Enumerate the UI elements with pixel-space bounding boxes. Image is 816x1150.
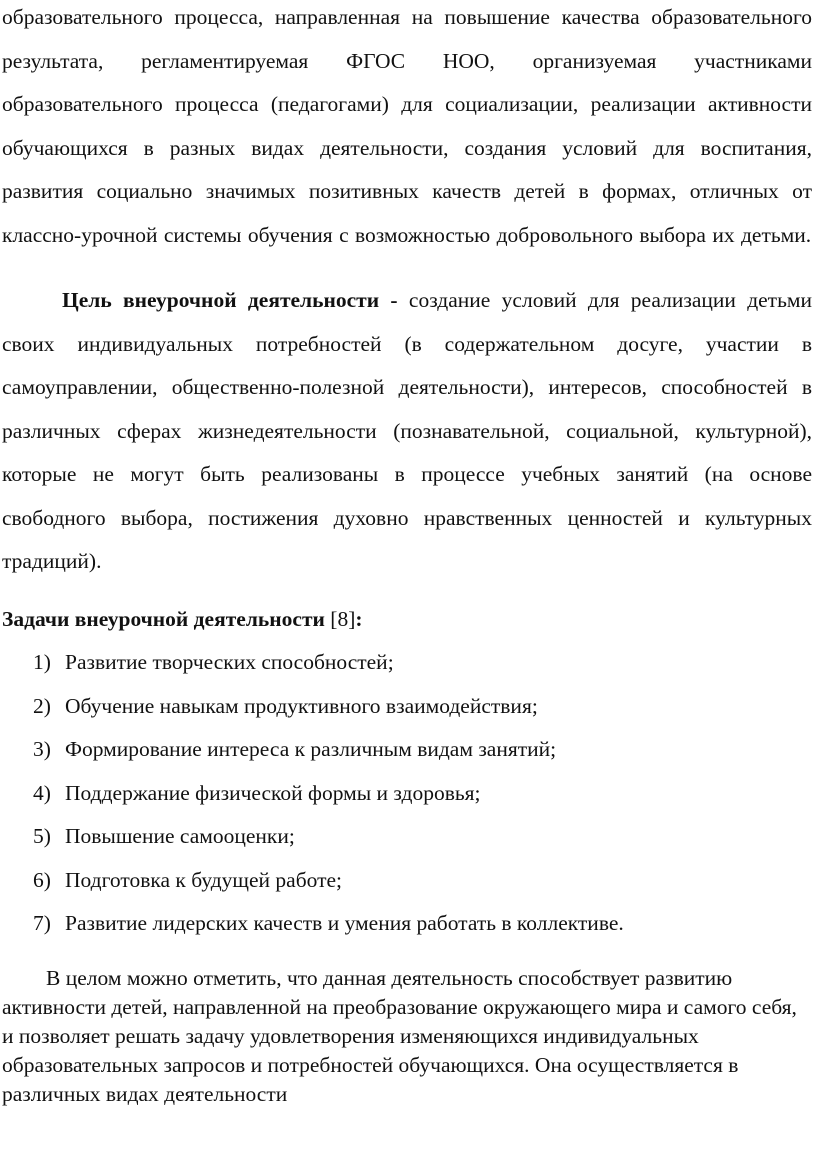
list-item-text: Обучение навыкам продуктивного взаимодействия; xyxy=(65,693,538,718)
list-item-text: Развитие лидерских качеств и умения работать в коллективе. xyxy=(65,911,624,935)
tasks-heading-colon: : xyxy=(355,606,363,631)
list-item-number: 2) xyxy=(33,693,51,718)
list-item-number: 7) xyxy=(33,911,51,935)
list-item-text: Повышение самооценки; xyxy=(65,824,295,848)
list-item xyxy=(2,859,812,903)
list-item-text: Развитие творческих способностей; xyxy=(65,650,394,674)
list-item-number: 6) xyxy=(33,867,51,892)
list-item-text: Подготовка к будущей работе; xyxy=(65,867,343,892)
list-item xyxy=(2,728,812,772)
tasks-heading-reference: [8] xyxy=(324,606,356,631)
list-item-number: 4) xyxy=(33,780,51,805)
list-item-text: Формирование интереса к различным видам занятий; xyxy=(65,737,557,761)
list-item-text: Поддержание физической формы и здоровья; xyxy=(65,780,481,805)
tasks-heading xyxy=(2,598,812,642)
list-item-number: 1) xyxy=(33,650,51,674)
list-item-number: 5) xyxy=(33,824,51,848)
list-item xyxy=(2,902,812,946)
goal-text: создание условий для реализации детьми своих индивидуальных потребностей (в содержательном досуге, участии в самоуправлении, общественно-полезной деятельности), интересов, способностей в различных сферах жизнедеятельности (познавательной, социальной, культурной), которые не могут быть реализованы в процессе учебных занятий (на основе свободного выбора, постижения духовно нравственных ценностей и культурных традиций). xyxy=(2,288,812,573)
list-item xyxy=(2,815,812,859)
conclusion-paragraph: В целом можно отметить, что данная деятельность способствует развитию активности детей, направленной на преобразование окружающего мира и самого себя, и позволяет решать задачу удовлетворения изменяющихся индивидуальных образовательных запросов и потребностей обучающихся. Она осуществляется в различных видах деятельности xyxy=(2,965,797,1106)
intro-paragraph: образовательного процесса, направленная на повышение качества образовательного результата, регламентируемая ФГОС НОО, организуемая участниками образовательного процесса (педагогами) для социализации, реализации активности обучающихся в разных видах деятельности, создания условий для воспитания, развития социально значимых позитивных качеств детей в формах, отличных от классно-урочной системы обучения с возможностью добровольного выбора их детьми. xyxy=(2,5,812,247)
list-item xyxy=(2,641,812,685)
tasks-heading-title: Задачи внеурочной деятельности xyxy=(2,606,325,631)
tasks-list xyxy=(2,641,812,946)
list-item-number: 3) xyxy=(33,737,51,761)
list-item xyxy=(2,685,812,729)
goal-paragraph xyxy=(2,279,812,584)
list-item xyxy=(2,772,812,816)
goal-label: Цель внеурочной деятельности - xyxy=(62,288,398,312)
